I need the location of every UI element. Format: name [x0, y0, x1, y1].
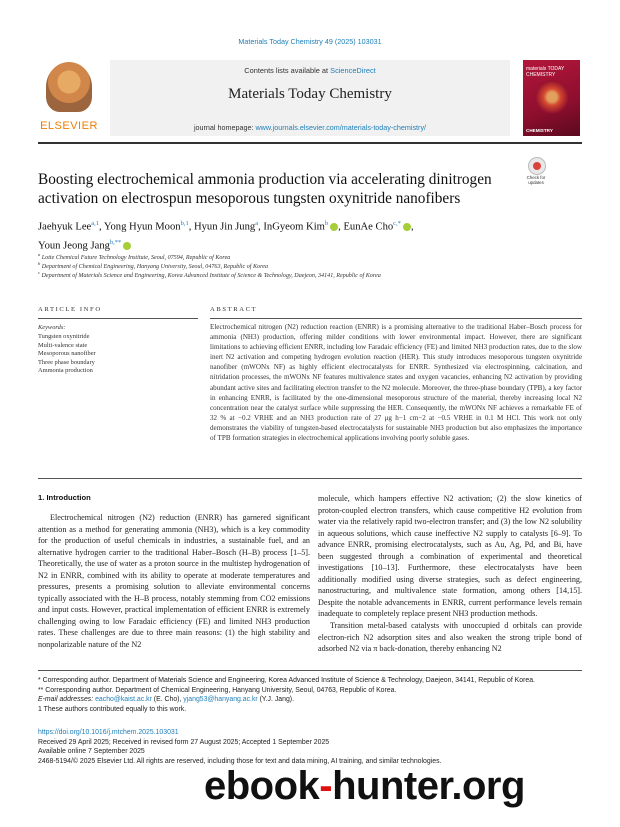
body-column-right	[318, 493, 582, 655]
email-label: E-mail addresses:	[38, 696, 94, 704]
body-column-left	[38, 512, 310, 651]
journal-masthead	[38, 60, 582, 144]
body-paragraph: molecule, which hampers effective N2 activation; (2) the slow kinetics of proton-coupled electron transfers, which cause competitive H2 evolution from water via the relatively rapid two-electron transfer; and (3) the low N2 solubility in aqueous solutions, which cause ineffective N2 supply to catalysts [6–9]. To advance ENRR, promising electrocatalysts, such as Au, Ag, Pd, and Bi, have been suggested through a combination of experimental and theoretical investigations [10–13]. Furthermore, these electrocatalysts have been additionally modified using diverse strategies, such as defect engineering, nanostructuring, and multivalence state formation, among others [14,15]. Despite the notable advancements in ENRR, current performance levels remain inadequate to completely replace present NH3 production methods.	[318, 494, 582, 619]
footnote-corresponding-1: * Corresponding author. Department of Materials Science and Engineering, Korea Advanced Institute of Science & Technology, Daejeon, 34141, Republic of Korea.	[38, 677, 535, 684]
elsevier-tree-icon	[46, 62, 92, 112]
affiliation	[38, 270, 598, 279]
sciencedirect-link[interactable]: ScienceDirect	[330, 66, 376, 75]
article-info-heading: ARTICLE INFO	[38, 306, 102, 313]
keyword: Tungsten oxynitride	[38, 333, 90, 340]
article-history	[38, 728, 598, 766]
keyword: Three phase boundary	[38, 358, 95, 366]
author-name[interactable]: EunAe Cho	[343, 221, 394, 233]
author-name[interactable]: Youn Jeong Jang	[38, 240, 110, 252]
author-name[interactable]: Jaehyuk Lee	[38, 221, 92, 233]
check-updates-label: Check for updates	[526, 175, 546, 185]
author-name[interactable]: InGyeom Kim	[263, 221, 325, 233]
cover-title: materials TODAY CHEMISTRY	[526, 66, 565, 78]
orcid-icon[interactable]	[330, 223, 338, 231]
body-paragraph: Transition metal-based catalysts with unoccupied d orbitals can provide electron-rich N2 adsorption sites and also weaken the strong triple bond of adsorbed N2 via π back-donation, thereby enhancing N2	[318, 621, 582, 654]
journal-citation[interactable]: Materials Today Chemistry 49 (2025) 103031	[238, 37, 382, 46]
journal-cover-image[interactable]	[523, 60, 580, 136]
affiliation-text: Department of Chemical Engineering, Hanyang University, Seoul, 04763, Republic of Korea	[41, 264, 269, 271]
email-owner: (E. Cho),	[153, 696, 182, 704]
email-link[interactable]: eacho@kaist.ac.kr	[95, 696, 152, 704]
affiliation-sup: a	[38, 252, 41, 257]
watermark-part: ebook	[204, 764, 320, 808]
footnote-corresponding-2: ** Corresponding author. Department of Chemical Engineering, Hanyang University, Seoul, 04763, Republic of Korea.	[38, 686, 397, 694]
affiliation	[38, 252, 598, 261]
contents-prefix: Contents lists available at	[244, 66, 329, 75]
abstract-bottom-rule	[38, 478, 582, 479]
orcid-icon[interactable]	[403, 223, 411, 231]
abstract-heading: ABSTRACT	[210, 306, 258, 313]
cover-logo: CHEMISTRY	[526, 128, 553, 133]
keyword: Multi-valence state	[38, 341, 88, 349]
author-affil-sup[interactable]: c,*	[393, 220, 401, 227]
elsevier-logo[interactable]	[38, 60, 100, 136]
contents-line	[110, 66, 510, 75]
keyword: Mesoporous nanofiber	[38, 350, 96, 357]
watermark-dash: -	[319, 764, 333, 808]
abstract-text: Electrochemical nitrogen (N2) reduction reaction (ENRR) is a promising alternative to the traditional Haber–Bosch process for ammonia (NH3) production, offering milder conditions with lower environmental impact. However, there are significant limitations to achieving efficient ENRR, including low Faradaic efficiency (FE) and limited NH3 production rates, due to the slow inert N2 activation and competing hydrogen evolution reaction (HER). This study introduces mesoporous tungsten oxynitride nanofiber (mWONx NF) as highly efficient electrocatalysts for ENRR. Synthesized via electrospinning, calcination, and nitridation processes, the mWONx NF features multivalence states and oxygen vacancies, enhancing N2 activation by providing abundant active sites and facilitating electron transfer to the N2 molecule. Moreover, the three-phase boundary (TPB), a key factor in enhancing ENRR, is facilitated by the one-dimensional mesoporous structure of the material, thereby increasing local N2 concentration near the catalyst surface while suppressing the HER. Consequently, the mWONx NF achieves a remarkable FE of 32 % at −0.2 VRHE and an NH3 production rate of 27 μg h−1 cm−2 at −0.5 VRHE in 0.1 M HCl. This work not only demonstrates the viability of tungsten-based electrocatalysts for sustainable NH3 production but also emphasizes the importance of TPB formation strategies in electrochemical applications involving poorly soluble gases.	[210, 323, 582, 443]
article-info-rule	[38, 318, 198, 319]
author-name[interactable]: Yong Hyun Moon	[103, 221, 181, 233]
author-affil-sup[interactable]: a	[255, 220, 259, 227]
author-affil-sup[interactable]: b,**	[109, 238, 122, 246]
email-link[interactable]: yjang53@hanyang.ac.kr	[183, 696, 258, 704]
email-owner: (Y.J. Jang).	[259, 696, 294, 704]
author-affil-sup[interactable]: b,1	[180, 220, 189, 227]
section-heading-introduction: 1. Introduction	[38, 493, 91, 502]
footnote-emails	[38, 695, 598, 705]
watermark-part: hunter.org	[332, 764, 525, 808]
copyright: 2468-5194/© 2025 Elsevier Ltd. All rights are reserved, including those for text and data mining, AI training, and similar technologies.	[38, 757, 442, 765]
masthead-center	[110, 60, 510, 136]
available-online: Available online 7 September 2025	[38, 748, 145, 756]
author-list: Jaehyuk Lee$^{a,1}$, Yong Hyun Moon$^{b,1}$, Hyun Jin Jung$^a$, InGyeom Kim$^b$ , EunAe Cho$^{c,*}$ , Youn Jeong Jang$^{b,**}$	[38, 220, 414, 252]
keyword-list	[38, 333, 96, 376]
publisher-name: ELSEVIER	[40, 120, 98, 132]
homepage-prefix: journal homepage:	[193, 123, 254, 132]
author-name[interactable]: Hyun Jin Jung	[193, 221, 256, 233]
article-title: Boosting electrochemical ammonia production via accelerating dinitrogen activation on electrospun mesoporous tungsten oxynitride nanofibers	[38, 171, 492, 207]
affiliation	[38, 261, 598, 270]
check-for-updates-badge[interactable]	[520, 157, 552, 187]
affiliation-sup: c	[38, 270, 40, 275]
cover-art	[535, 80, 569, 114]
keyword: Ammonia production	[38, 367, 93, 374]
orcid-icon[interactable]	[123, 242, 131, 250]
received-dates: Received 29 April 2025; Received in revised form 27 August 2025; Accepted 1 September 2025	[38, 738, 330, 746]
affiliation-sup: b	[38, 261, 41, 266]
watermark	[204, 764, 620, 809]
journal-name: Materials Today Chemistry	[228, 86, 392, 102]
footnotes	[38, 676, 598, 714]
keywords-label: Keywords:	[38, 324, 66, 331]
affiliation-text: Department of Materials Science and Engineering, Korea Advanced Institute of Science & Technology, Daejeon, 34141, Republic of Korea	[41, 273, 381, 280]
body-paragraph: Electrochemical nitrogen (N2) reduction (ENRR) has garnered significant attention as a method for generating ammonia (NH3), which is a key commodity for the production of useful chemicals in industries, a sustainable fuel, and an alternative hydrogen carrier to the traditional Haber–Bosch (H–B) process [1–5]. Theoretically, the use of water as a proton source in the multistep hydrogenation of N2 in ENRR, combined with its ability to operate at moderate temperatures and pressures, presents a promising solution to alleviate environmental concerns typically associated with the H–B process, notably stemming from CO2 emissions and input costs. However, practical implementation of efficient ENRR is extremely challenging owing to low Faradaic efficiency (FE) and limited NH3 production rates. These challenges are due to three main reasons: (1) the high stability and nonpolarizable nature of the N2	[38, 513, 310, 650]
footnote-equal-contribution: 1 These authors contributed equally to this work.	[38, 705, 187, 713]
abstract-rule	[210, 318, 582, 319]
homepage-link[interactable]: www.journals.elsevier.com/materials-today-chemistry/	[255, 123, 427, 132]
homepage-line	[110, 123, 510, 132]
doi-link[interactable]: https://doi.org/10.1016/j.mtchem.2025.103031	[38, 729, 179, 736]
check-updates-icon	[528, 157, 546, 175]
footnote-rule	[38, 670, 582, 671]
affiliation-text: Lotte Chemical Future Technology Institute, Seoul, 07594, Republic of Korea	[41, 255, 231, 262]
author-affil-sup[interactable]: b	[324, 220, 329, 227]
author-affil-sup[interactable]: a,1	[91, 220, 100, 227]
